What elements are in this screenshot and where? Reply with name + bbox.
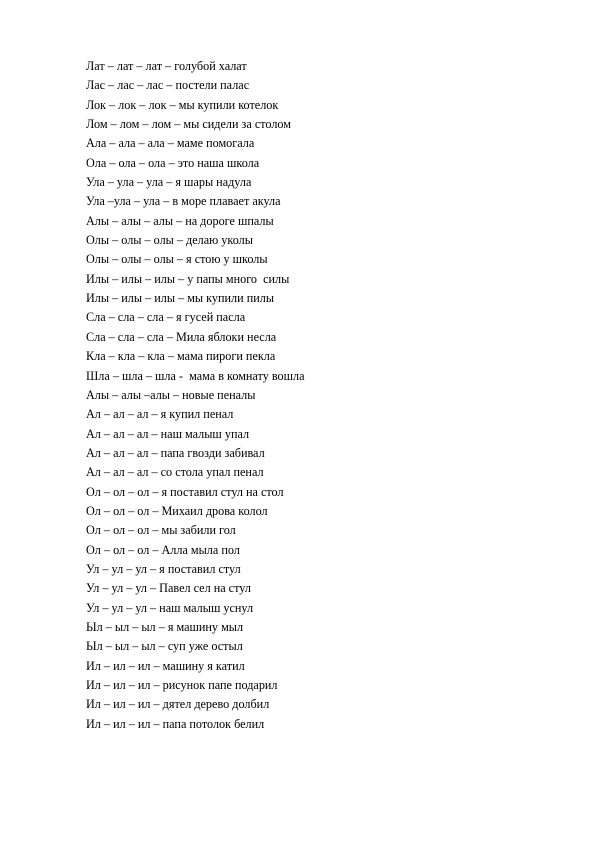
rhyme-line: Ал – ал – ал – наш малыш упал [86, 426, 250, 441]
rhyme-line: Ула –ула – ула – в море плавает акула [86, 194, 281, 209]
rhyme-line: Ил – ил – ил – папа потолок белил [86, 716, 265, 731]
rhyme-line: Ул – ул – ул – Павел сел на стул [86, 581, 251, 596]
rhyme-line: Кла – кла – кла – мама пироги пекла [86, 349, 276, 364]
rhyme-line: Лок – лок – лок – мы купили котелок [86, 97, 279, 112]
rhyme-line: Ал – ал – ал – со стола упал пенал [86, 465, 264, 480]
rhyme-list [86, 57, 566, 734]
rhyme-line: Ала – ала – ала – маме помогала [86, 136, 255, 151]
rhyme-line: Ол – ол – ол – Алла мыла пол [86, 542, 240, 557]
rhyme-line: Ула – ула – ула – я шары надула [86, 175, 252, 190]
rhyme-line: Сла – сла – сла – я гусей пасла [86, 310, 246, 325]
rhyme-line: Илы – илы – илы – мы купили пилы [86, 291, 275, 306]
rhyme-line: Ил – ил – ил – машину я катил [86, 658, 245, 673]
rhyme-line: Шла – шла – шла - мама в комнату вошла [86, 368, 305, 383]
rhyme-line: Ил – ил – ил – рисунок папе подарил [86, 678, 278, 692]
rhyme-line: Ал – ал – ал – папа гвозди забивал [86, 445, 265, 460]
rhyme-line: Ол – ол – ол – мы забили гол [86, 523, 236, 538]
rhyme-line: Лат – лат – лат – голубой халат [86, 59, 247, 73]
rhyme-line: Ал – ал – ал – я купил пенал [86, 407, 234, 422]
rhyme-line: Алы – алы – алы – на дороге шпалы [86, 213, 274, 228]
rhyme-line: Ол – ол – ол – Михаил дрова колол [86, 503, 268, 518]
rhyme-line: Олы – олы – олы – делаю уколы [86, 233, 253, 248]
rhyme-line: Лас – лас – лас – постели палас [86, 78, 250, 93]
rhyme-line: Илы – илы – илы – у папы много силы [86, 271, 290, 286]
rhyme-line: Ола – ола – ола – это наша школа [86, 155, 260, 170]
rhyme-line: Алы – алы –алы – новые пеналы [86, 387, 256, 402]
rhyme-line: Ыл – ыл – ыл – я машину мыл [86, 619, 244, 634]
rhyme-line: Олы – олы – олы – я стою у школы [86, 252, 268, 267]
rhyme-line: Ыл – ыл – ыл – суп уже остыл [86, 639, 243, 654]
rhyme-line: Сла – сла – сла – Мила яблоки несла [86, 329, 277, 344]
rhyme-line: Ол – ол – ол – я поставил стул на стол [86, 484, 284, 499]
rhyme-line: Ил – ил – ил – дятел дерево долбил [86, 697, 270, 712]
rhyme-line: Лом – лом – лом – мы сидели за столом [86, 117, 291, 132]
rhyme-line: Ул – ул – ул – наш малыш уснул [86, 600, 254, 615]
rhyme-line: Ул – ул – ул – я поставил стул [86, 561, 241, 576]
